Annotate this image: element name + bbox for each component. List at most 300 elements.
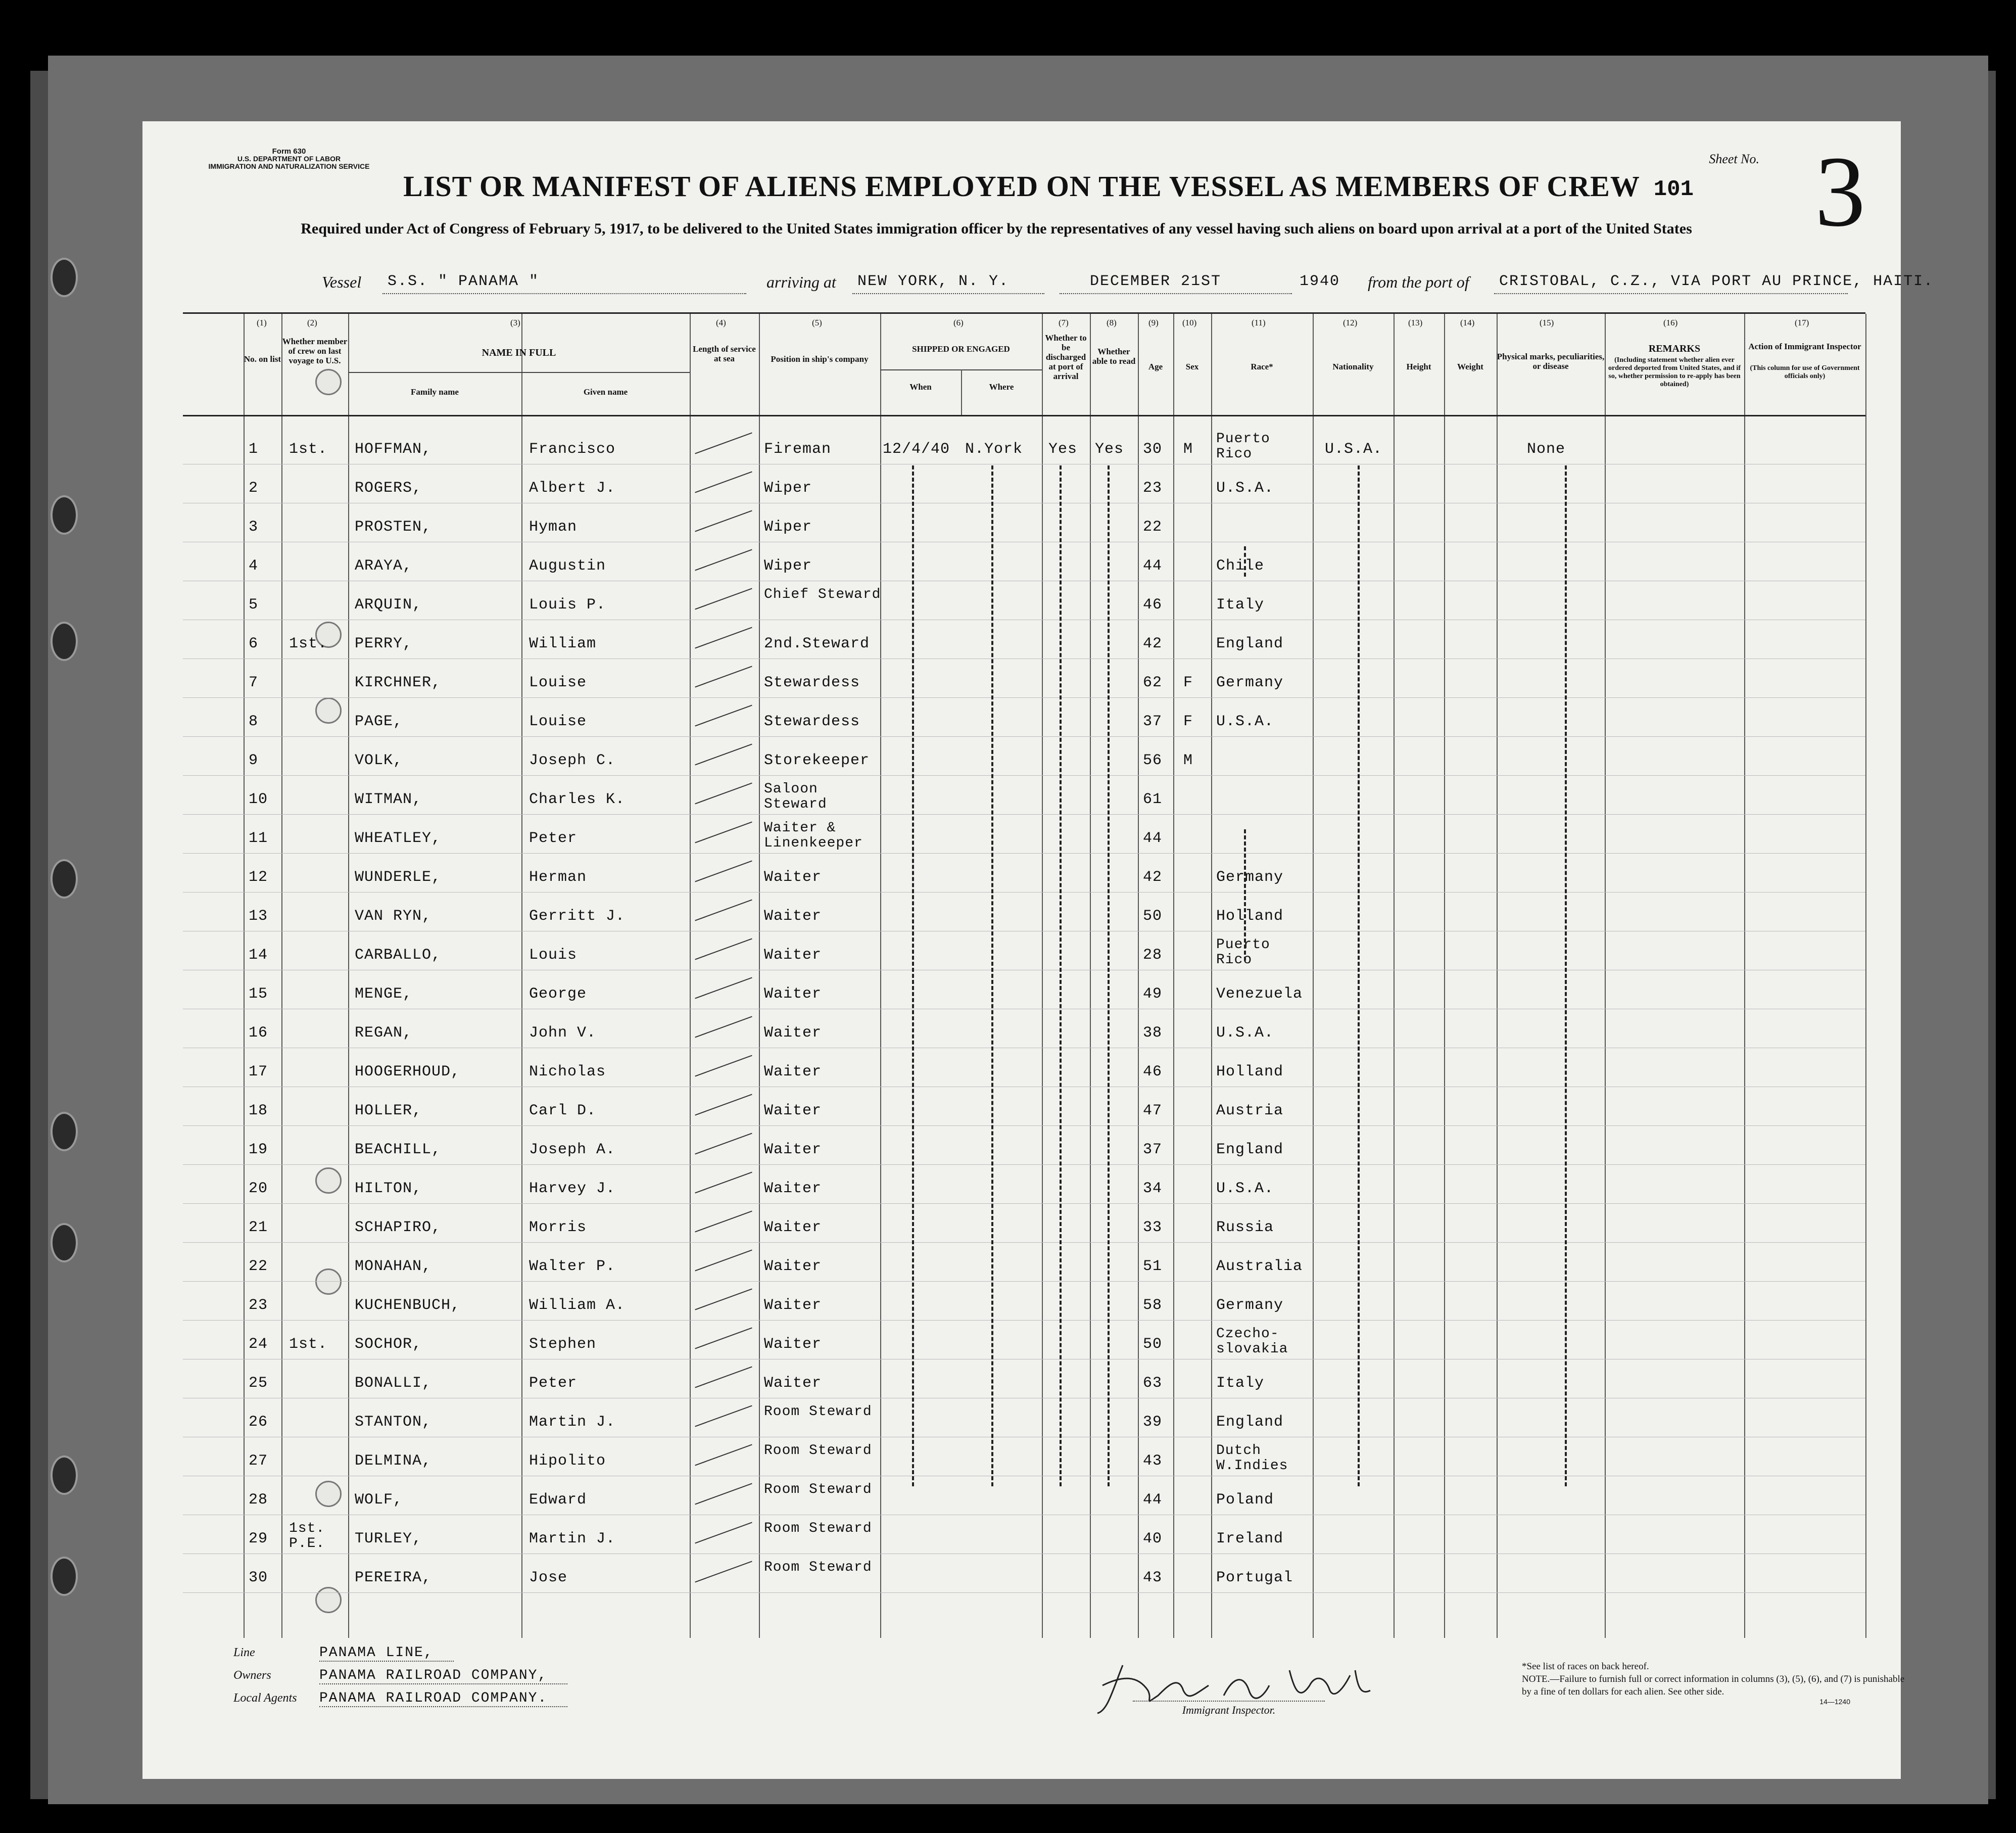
cell-no: 11 (249, 830, 268, 847)
cell-race: Russia (1216, 1219, 1274, 1236)
binder-hole (51, 1223, 78, 1262)
cell-given: Hyman (529, 519, 578, 536)
cell-position: Stewardess (764, 674, 860, 691)
col17-num: (17) (1795, 318, 1809, 327)
cell-age: 23 (1143, 480, 1163, 497)
ditto-dashed-line (1108, 465, 1110, 1486)
cell-race: Austria (1216, 1102, 1284, 1119)
vessel-label: Vessel (322, 273, 362, 291)
cell-given: Gerritt J. (529, 908, 626, 925)
cell-given: William (529, 635, 597, 652)
page-subtitle: Required under Act of Congress of February 5, 1917, to be delivered to the United States immigration officer by the representatives of any vessel having such aliens on board upon arrival at a port of the United States (301, 220, 1692, 237)
ditto-dashed-line (1060, 465, 1062, 1486)
cell-age: 37 (1143, 1141, 1163, 1158)
cell-position: Waiter & Linenkeeper (764, 820, 863, 851)
cell-read: Yes (1095, 441, 1124, 458)
form-number: Form 630 (272, 147, 306, 156)
cell-age: 58 (1143, 1297, 1163, 1314)
agents-row (233, 1690, 567, 1706)
cell-family: PERRY, (355, 635, 413, 652)
cell-race: Venezuela (1216, 985, 1303, 1003)
service-tick-mark (695, 588, 752, 610)
cell-race: Puerto Rico (1216, 431, 1270, 462)
footnotes (1522, 1660, 1906, 1698)
cell-no: 19 (249, 1141, 268, 1158)
cell-given: Harvey J. (529, 1180, 616, 1197)
cell-race: England (1216, 1414, 1284, 1431)
cell-age: 49 (1143, 985, 1163, 1003)
cell-given: Nicholas (529, 1063, 606, 1080)
service-tick-mark (695, 705, 752, 727)
cell-family: TURLEY, (355, 1530, 422, 1547)
cell-age: 30 (1143, 441, 1163, 458)
service-tick-mark (695, 1328, 752, 1349)
cell-family: HOFFMAN, (355, 441, 432, 458)
cell-family: CARBALLO, (355, 947, 442, 964)
col9-header: Age (1148, 362, 1163, 371)
cell-position: Waiter (764, 1375, 822, 1392)
stamp-number: 101 (1653, 177, 1694, 202)
races-note: *See list of races on back hereof. (1522, 1661, 1649, 1672)
agents-label: Local Agents (233, 1691, 297, 1705)
cell-age: 61 (1143, 791, 1163, 808)
owners-label: Owners (233, 1669, 271, 1682)
cell-race: U.S.A. (1216, 1180, 1274, 1197)
cell-no: 15 (249, 985, 268, 1003)
crew-table (183, 312, 1865, 1638)
col3-family-header: Family name (411, 387, 459, 397)
col2-num: (2) (307, 318, 317, 327)
cell-race: Ireland (1216, 1530, 1284, 1547)
col14-header: Weight (1457, 362, 1483, 371)
cell-race: Chile (1216, 557, 1265, 575)
cell-age: 46 (1143, 596, 1163, 614)
cell-given: Stephen (529, 1336, 597, 1353)
ditto-dashed-line (1358, 465, 1360, 1486)
cell-age: 51 (1143, 1258, 1163, 1275)
cell-given: Louis P. (529, 596, 606, 614)
cell-no: 25 (249, 1375, 268, 1392)
binder-hole (51, 258, 78, 297)
cell-family: ARAYA, (355, 557, 413, 575)
arriving-label: arriving at (766, 273, 836, 291)
service-tick-mark (695, 1483, 752, 1505)
col6-num: (6) (953, 318, 964, 327)
cell-family: MONAHAN, (355, 1258, 432, 1275)
cell-position: 2nd.Steward (764, 635, 870, 652)
cell-no: 12 (249, 869, 268, 886)
cell-age: 47 (1143, 1102, 1163, 1119)
cell-family: PROSTEN, (355, 519, 432, 536)
cell-given: Louis (529, 947, 578, 964)
binder-hole (51, 1112, 78, 1151)
from-label: from the port of (1368, 273, 1469, 291)
service-tick-mark (695, 472, 752, 493)
service-tick-mark (695, 510, 752, 532)
col5-header: Position in ship's company (771, 354, 869, 364)
ditto-dashed-line (912, 465, 914, 1486)
service-tick-mark (695, 1016, 752, 1038)
col8-header: Whether able to read (1092, 347, 1136, 366)
service-tick-mark (695, 1055, 752, 1077)
owners-row (233, 1668, 567, 1683)
cell-no: 14 (249, 947, 268, 964)
line-value: PANAMA LINE, (319, 1645, 454, 1662)
service-tick-mark (695, 666, 752, 688)
cell-race: Holland (1216, 1063, 1284, 1080)
cell-age: 42 (1143, 869, 1163, 886)
cell-race: Germany (1216, 1297, 1284, 1314)
cell-given: Charles K. (529, 791, 626, 808)
binder-hole (51, 622, 78, 661)
col15-num: (15) (1540, 318, 1554, 327)
cell-family: VAN RYN, (355, 908, 432, 925)
col2-header: Whether member of crew on last voyage to U.S. (282, 337, 348, 365)
cell-no: 7 (249, 674, 259, 691)
service-tick-mark (695, 1444, 752, 1466)
cell-position: Fireman (764, 441, 832, 458)
cell-nationality: U.S.A. (1325, 441, 1383, 458)
col7-num: (7) (1059, 318, 1069, 327)
cell-no: 30 (249, 1569, 268, 1586)
cell-given: Peter (529, 1375, 578, 1392)
cell-race: Czecho- slovakia (1216, 1326, 1288, 1357)
cell-last: 1st. P.E. (289, 1521, 325, 1552)
cell-sex: M (1183, 441, 1193, 458)
cell-race: Puerto Rico (1216, 937, 1270, 968)
cell-family: ROGERS, (355, 480, 422, 497)
service-tick-mark (695, 1367, 752, 1388)
ditto-dashed-line (1565, 465, 1567, 1486)
cell-no: 4 (249, 557, 259, 575)
binder-hole (51, 1557, 78, 1596)
col9-num: (9) (1148, 318, 1159, 327)
cell-position: Waiter (764, 908, 822, 925)
cell-age: 43 (1143, 1569, 1163, 1586)
cell-given: Carl D. (529, 1102, 597, 1119)
cell-given: Herman (529, 869, 587, 886)
service-tick-mark (695, 1522, 752, 1544)
cell-age: 33 (1143, 1219, 1163, 1236)
service-tick-mark (695, 549, 752, 571)
col1-header: No. on list (244, 354, 281, 364)
cell-family: BONALLI, (355, 1375, 432, 1392)
cell-family: REGAN, (355, 1024, 413, 1042)
cell-no: 8 (249, 713, 259, 730)
col17-header: Action of Immigrant Inspector (1748, 342, 1861, 351)
cell-position: Waiter (764, 1180, 822, 1197)
cell-race: Germany (1216, 674, 1284, 691)
col5-num: (5) (812, 318, 822, 327)
col6-where-header: Where (989, 382, 1014, 392)
cell-family: WUNDERLE, (355, 869, 442, 886)
cell-family: VOLK, (355, 752, 403, 769)
binder-hole (51, 859, 78, 899)
cell-age: 50 (1143, 908, 1163, 925)
cell-sex: F (1183, 713, 1193, 730)
cell-given: Edward (529, 1491, 587, 1509)
cell-discharged: Yes (1048, 441, 1078, 458)
service-tick-mark (695, 861, 752, 882)
cell-race: Dutch W.Indies (1216, 1443, 1288, 1474)
form-identifier (208, 148, 370, 170)
cell-position: Waiter (764, 869, 822, 886)
cell-given: Francisco (529, 441, 616, 458)
cell-position: Waiter (764, 1297, 822, 1314)
cell-position: Waiter (764, 1258, 822, 1275)
service-tick-mark (695, 1405, 752, 1427)
col15-header: Physical marks, peculiarities, or disease (1497, 352, 1605, 371)
cell-age: 34 (1143, 1180, 1163, 1197)
cell-age: 56 (1143, 752, 1163, 769)
service-tick-mark (695, 627, 752, 649)
cell-position: Waiter (764, 985, 822, 1003)
ditto-dashed-line (1244, 829, 1246, 961)
col10-header: Sex (1185, 362, 1199, 371)
cell-age: 46 (1143, 1063, 1163, 1080)
cell-race: England (1216, 1141, 1284, 1158)
cell-age: 39 (1143, 1414, 1163, 1431)
cell-given: George (529, 985, 587, 1003)
service-tick-mark (695, 900, 752, 921)
cell-family: MENGE, (355, 985, 413, 1003)
cell-race: Australia (1216, 1258, 1303, 1275)
cell-no: 27 (249, 1452, 268, 1470)
cell-race: Holland (1216, 908, 1284, 925)
line-row (233, 1645, 454, 1661)
cell-position: Room Steward (764, 1560, 872, 1575)
col7-header: Whether to be discharged at port of arrival (1045, 333, 1087, 381)
cell-family: SCHAPIRO, (355, 1219, 442, 1236)
cell-position: Waiter (764, 1219, 822, 1236)
cell-family: KIRCHNER, (355, 674, 442, 691)
col11-num: (11) (1252, 318, 1266, 327)
cell-position: Waiter (764, 1024, 822, 1042)
cell-age: 37 (1143, 713, 1163, 730)
cell-position: Wiper (764, 480, 812, 497)
col14-num: (14) (1460, 318, 1475, 327)
cell-position: Room Steward (764, 1404, 872, 1420)
cell-no: 21 (249, 1219, 268, 1236)
cell-sex: M (1183, 752, 1193, 769)
service-tick-mark (695, 1250, 752, 1272)
cell-age: 43 (1143, 1452, 1163, 1470)
cell-no: 29 (249, 1530, 268, 1547)
col13-num: (13) (1408, 318, 1423, 327)
arrival-year: 1940 (1300, 273, 1340, 290)
cell-position: Waiter (764, 1063, 822, 1080)
cell-family: HOOGERHOUD, (355, 1063, 461, 1080)
cell-position: Storekeeper (764, 752, 870, 769)
cell-given: Morris (529, 1219, 587, 1236)
col17-subheader: (This column for use of Government officials only) (1750, 364, 1860, 380)
cell-age: 63 (1143, 1375, 1163, 1392)
cell-no: 26 (249, 1414, 268, 1431)
cell-family: WITMAN, (355, 791, 422, 808)
cell-race: U.S.A. (1216, 480, 1274, 497)
cell-given: Hipolito (529, 1452, 606, 1470)
col4-num: (4) (716, 318, 726, 327)
vessel-line (322, 273, 1934, 298)
penalty-note: NOTE.—Failure to furnish full or correct information in columns (3), (5), (6), and (7) is punishable by a fine of ten dollars for each alien. See other side. (1522, 1674, 1905, 1697)
arriving-port: NEW YORK, N. Y. (857, 273, 1010, 290)
col3-given-header: Given name (583, 387, 628, 397)
cell-position: Waiter (764, 1102, 822, 1119)
cell-family: DELMINA, (355, 1452, 432, 1470)
col6-header: SHIPPED OR ENGAGED (912, 344, 1010, 354)
cell-position: Stewardess (764, 713, 860, 730)
cell-age: 22 (1143, 519, 1163, 536)
col16-num: (16) (1663, 318, 1678, 327)
cell-position: Waiter (764, 1336, 822, 1353)
cell-family: WHEATLEY, (355, 830, 442, 847)
cell-no: 13 (249, 908, 268, 925)
col3-header: NAME IN FULL (482, 347, 556, 358)
cell-given: Louise (529, 713, 587, 730)
cell-no: 5 (249, 596, 259, 614)
cell-age: 44 (1143, 830, 1163, 847)
owners-value: PANAMA RAILROAD COMPANY, (319, 1668, 567, 1684)
cell-given: Augustin (529, 557, 606, 575)
cell-family: HOLLER, (355, 1102, 422, 1119)
inspector-caption: Immigrant Inspector. (1133, 1701, 1325, 1717)
cell-given: Louise (529, 674, 587, 691)
service-tick-mark (695, 938, 752, 960)
cell-no: 10 (249, 791, 268, 808)
cell-race: U.S.A. (1216, 1024, 1274, 1042)
col16-subheader: (Including statement whether alien ever ordered deported from United States, and if so, whether permission to re-apply has been obtained) (1608, 356, 1741, 388)
cell-position: Wiper (764, 557, 812, 575)
cell-age: 42 (1143, 635, 1163, 652)
ditto-dashed-line (1244, 546, 1246, 577)
cell-given: Martin J. (529, 1530, 616, 1547)
col16-header: REMARKS (1648, 343, 1701, 354)
cell-given: Peter (529, 830, 578, 847)
col11-header: Race* (1251, 362, 1273, 371)
service-tick-mark (695, 1172, 752, 1194)
cell-race: Italy (1216, 1375, 1265, 1392)
cell-age: 62 (1143, 674, 1163, 691)
cell-family: ARQUIN, (355, 596, 422, 614)
cell-given: William A. (529, 1297, 626, 1314)
binder-hole (51, 495, 78, 535)
manifest-page (142, 121, 1934, 1779)
cell-position: Waiter (764, 947, 822, 964)
cell-family: PAGE, (355, 713, 403, 730)
binder-hole (51, 1455, 78, 1495)
cell-last: 1st. (289, 635, 328, 652)
cell-sex: F (1183, 674, 1193, 691)
page-title: LIST OR MANIFEST OF ALIENS EMPLOYED ON THE VESSEL AS MEMBERS OF CREW (403, 170, 1640, 203)
service-name: IMMIGRATION AND NATURALIZATION SERVICE (208, 162, 370, 170)
cell-position: Saloon Steward (764, 781, 827, 812)
cell-race: Germany (1216, 869, 1284, 886)
cell-given: Walter P. (529, 1258, 616, 1275)
cell-age: 50 (1143, 1336, 1163, 1353)
cell-position: Wiper (764, 519, 812, 536)
col4-header: Length of service at sea (693, 344, 756, 363)
cell-age: 44 (1143, 557, 1163, 575)
cell-family: SOCHOR, (355, 1336, 422, 1353)
agents-value: PANAMA RAILROAD COMPANY. (319, 1690, 567, 1707)
cell-age: 40 (1143, 1530, 1163, 1547)
col8-num: (8) (1107, 318, 1117, 327)
col12-header: Nationality (1332, 362, 1374, 371)
cell-given: Jose (529, 1569, 568, 1586)
cell-position: Chief Steward (764, 587, 881, 602)
cell-no: 28 (249, 1491, 268, 1509)
cell-no: 6 (249, 635, 259, 652)
service-tick-mark (695, 433, 752, 454)
cell-no: 20 (249, 1180, 268, 1197)
cell-no: 23 (249, 1297, 268, 1314)
cell-race: Portugal (1216, 1569, 1293, 1586)
cell-race: England (1216, 635, 1284, 652)
cell-no: 18 (249, 1102, 268, 1119)
service-tick-mark (695, 1289, 752, 1310)
cell-age: 38 (1143, 1024, 1163, 1042)
service-tick-mark (695, 1561, 752, 1583)
cell-last: 1st. (289, 1336, 328, 1353)
col1-num: (1) (257, 318, 267, 327)
cell-position: Room Steward (764, 1482, 872, 1497)
ditto-dashed-line (991, 465, 993, 1486)
service-tick-mark (695, 1133, 752, 1155)
from-port: CRISTOBAL, C.Z., VIA PORT AU PRINCE, HAITI. (1499, 273, 1934, 290)
cell-position: Room Steward (764, 1521, 872, 1536)
cell-family: WOLF, (355, 1491, 403, 1509)
sheet-label: Sheet No. (1709, 152, 1759, 166)
arrival-date: DECEMBER 21ST (1090, 273, 1222, 290)
cell-position: Room Steward (764, 1443, 872, 1459)
cell-family: PEREIRA, (355, 1569, 432, 1586)
cell-no: 2 (249, 480, 259, 497)
cell-where: N.York (965, 441, 1023, 458)
service-tick-mark (695, 1094, 752, 1116)
col3-num: (3) (510, 318, 520, 327)
col12-num: (12) (1343, 318, 1358, 327)
col6-when-header: When (909, 382, 932, 392)
cell-last: 1st. (289, 441, 328, 458)
sheet-number: 3 (1815, 136, 1865, 248)
cell-no: 3 (249, 519, 259, 536)
cell-race: Poland (1216, 1491, 1274, 1509)
cell-position: Waiter (764, 1141, 822, 1158)
service-tick-mark (695, 744, 752, 766)
col13-header: Height (1406, 362, 1431, 371)
service-tick-mark (695, 977, 752, 999)
cell-family: HILTON, (355, 1180, 422, 1197)
cell-no: 16 (249, 1024, 268, 1042)
cell-given: Joseph A. (529, 1141, 616, 1158)
cell-no: 9 (249, 752, 259, 769)
cell-marks: None (1527, 441, 1566, 458)
cell-given: John V. (529, 1024, 597, 1042)
cell-no: 17 (249, 1063, 268, 1080)
cell-when: 12/4/40 (883, 441, 950, 458)
vessel-name: S.S. " PANAMA " (388, 273, 540, 290)
cell-age: 44 (1143, 1491, 1163, 1509)
cell-given: Martin J. (529, 1414, 616, 1431)
cell-race: Italy (1216, 596, 1265, 614)
cell-given: Joseph C. (529, 752, 616, 769)
printing-ref: 14—1240 (1819, 1698, 1850, 1706)
cell-no: 22 (249, 1258, 268, 1275)
cell-no: 1 (249, 441, 259, 458)
service-tick-mark (695, 1211, 752, 1233)
cell-age: 28 (1143, 947, 1163, 964)
cell-family: BEACHILL, (355, 1141, 442, 1158)
